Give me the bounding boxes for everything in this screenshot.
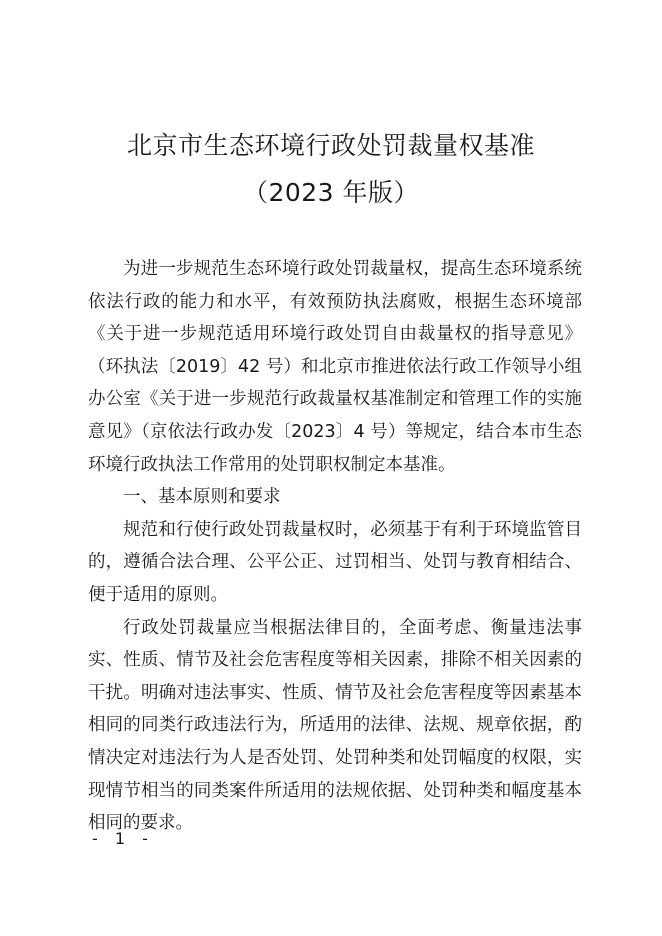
document-title: 北京市生态环境行政处罚裁量权基准 — [126, 131, 535, 160]
document-body — [88, 253, 582, 840]
document-subtitle: （2023 年版） — [242, 178, 420, 207]
section-heading: 一、基本原则和要求 — [123, 487, 281, 508]
intro-paragraph: 为进一步规范生态环境行政处罚裁量权，提高生态环境系统依法行政的能力和水平，有效预防执法腐败，根据生态环境部《关于进一步规范适用环境行政处罚自由裁量权的指导意见》（环执法〔2019〕42 号）和北京市推进依法行政工作领导小组办公室《关于进一步规范行政裁量权基准制定和管理工作的实施意见》（京依法行政办发〔2023〕4 号）等规定，结合本市生态环境行政执法工作常用的处罚职权制定本基准。 — [88, 259, 582, 475]
page-number: - 1 - — [92, 829, 154, 848]
discretion-paragraph: 行政处罚裁量应当根据法律目的，全面考虑、衡量违法事实、性质、情节及社会危害程度等相关因素，排除不相关因素的干扰。明确对违法事实、性质、情节及社会危害程度等因素基本相同的同类行政违法行为，所适用的法律、法规、规章依据，酌情决定对违法行为人是否处罚、处罚种类和处罚幅度的权限，实现情节相当的同类案件所适用的法规依据、处罚种类和幅度基本相同的要求。 — [88, 617, 582, 834]
principle-paragraph: 规范和行使行政处罚裁量权时，必须基于有利于环境监管目的，遵循合法合理、公平公正、过罚相当、处罚与教育相结合、便于适用的原则。 — [88, 519, 582, 605]
